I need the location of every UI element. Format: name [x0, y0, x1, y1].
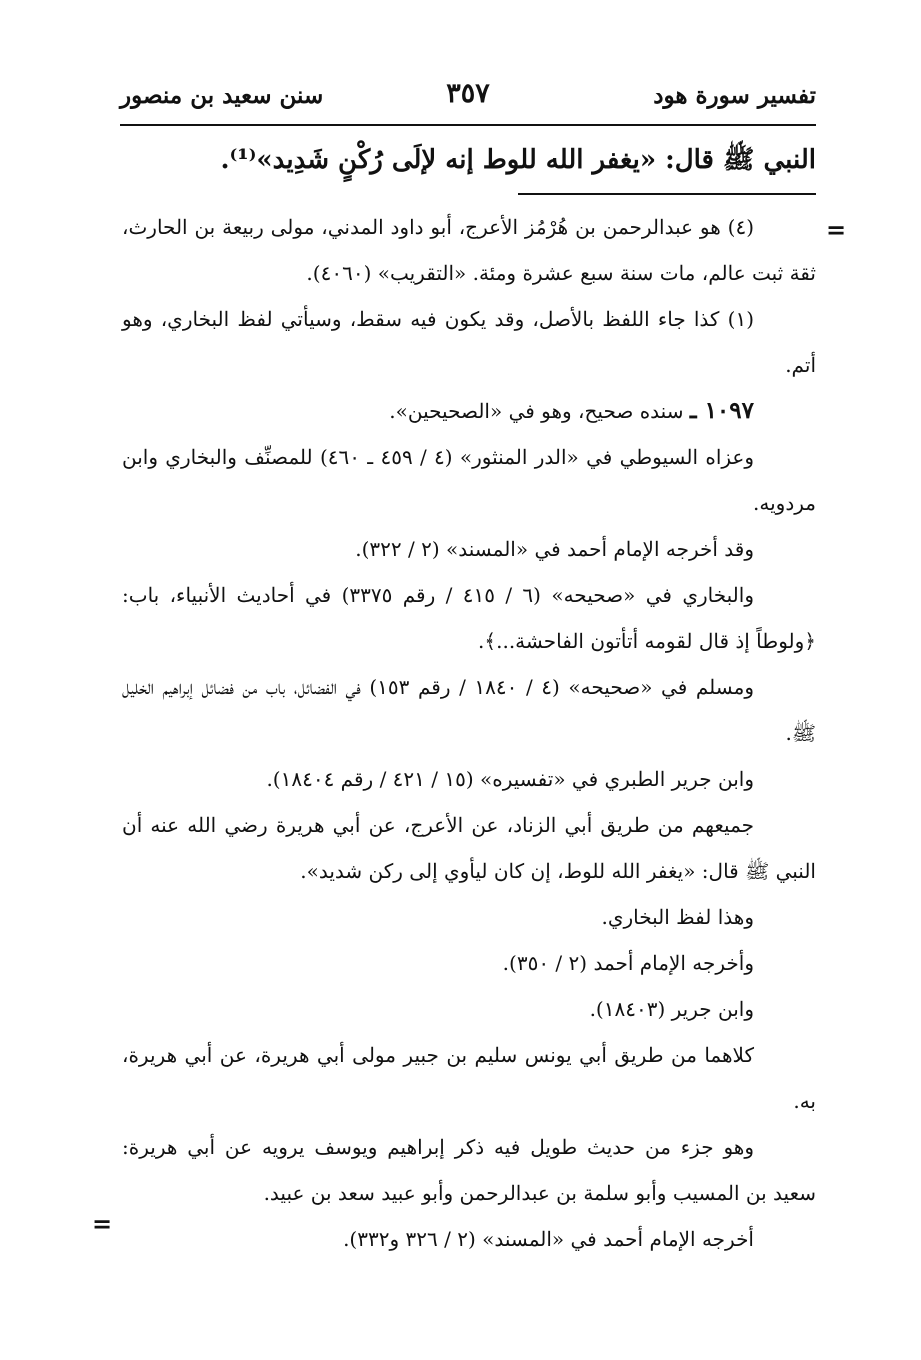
paragraph: وقد أخرجه الإمام أحمد في «المسند» (٢ / ٣٢٢). [355, 537, 754, 561]
page-number: ٣٥٧ [446, 78, 490, 109]
paragraph: وهو جزء من حديث طويل فيه ذكر إبراهيم ويوسف يرويه عن أبي هريرة: سعيد بن المسيب وأبو سلمة بن عبدالرحمن وأبو عبيد سعد بن عبيد. [122, 1135, 816, 1205]
continuation-mark-bottom: = [92, 1209, 113, 1238]
paragraph: أخرجه الإمام أحمد في «المسند» (٢ / ٣٢٦ و٣٣٢). [343, 1227, 754, 1251]
paragraph: والبخاري في «صحيحه» (٦ / ٤١٥ / رقم ٣٣٧٥) في أحاديث الأنبياء، باب: ﴿ولوطاً إذ قال لقومه أتأتون الفاحشة...﴾. [122, 583, 816, 653]
main-text-line: النبي ﷺ قال: «يغفر الله للوط إنه لإلَى رُكْنٍ شَدِيد»⁽¹⁾. [220, 145, 816, 175]
running-header [120, 76, 816, 116]
paragraph: كلاهما من طريق أبي يونس سليم بن جبير مولى أبي هريرة، عن أبي هريرة، به. [122, 1043, 816, 1113]
paragraph: جميعهم من طريق أبي الزناد، عن الأعرج، عن أبي هريرة رضي الله عنه أن النبي ﷺ قال: «يغفر الله للوط، إن كان ليأوي إلى ركن شديد». [122, 813, 816, 883]
paragraph: وعزاه السيوطي في «الدر المنثور» (٤ / ٤٥٩ ـ ٤٦٠) للمصنِّف والبخاري وابن مردويه. [122, 445, 816, 515]
paragraph: وابن جرير الطبري في «تفسيره» (١٥ / ٤٢١ / رقم ١٨٤٠٤). [266, 767, 754, 791]
footnote-separator [518, 193, 816, 195]
paragraph: سنده صحيح، وهو في «الصحيحين». [389, 399, 684, 423]
paragraph: وهذا لفظ البخاري. [601, 905, 754, 929]
hadith-number: ١٠٩٧ ـ [689, 397, 754, 424]
paragraph: وابن جرير (١٨٤٠٣). [589, 997, 754, 1021]
hadith-commentary-start [122, 388, 816, 434]
header-surah-title: تفسير سورة هود [653, 82, 816, 109]
continuation-mark-top: = [826, 215, 847, 244]
footnote-4: (٤) هو عبدالرحمن بن هُرْمُز الأعرج، أبو داود المدني، مولى ربيعة بن الحارث، ثقة ثبت عالم، مات سنة سبع عشرة ومئة. «التقريب» (٤٠٦٠). [122, 215, 816, 285]
header-rule [120, 124, 816, 126]
footnote-1: (١) كذا جاء اللفظ بالأصل، وقد يكون فيه سقط، وسيأتي لفظ البخاري، وهو أتم. [122, 307, 816, 377]
footnotes-body [122, 204, 816, 1262]
paragraph: ومسلم في «صحيحه» (٤ / ١٨٤٠ / رقم ١٥٣) في الفضائل، باب من فضائل إبراهيم الخليل ﷺ. [122, 675, 816, 745]
paragraph: وأخرجه الإمام أحمد (٢ / ٣٥٠). [502, 951, 754, 975]
header-book-title: سنن سعيد بن منصور [120, 82, 324, 109]
